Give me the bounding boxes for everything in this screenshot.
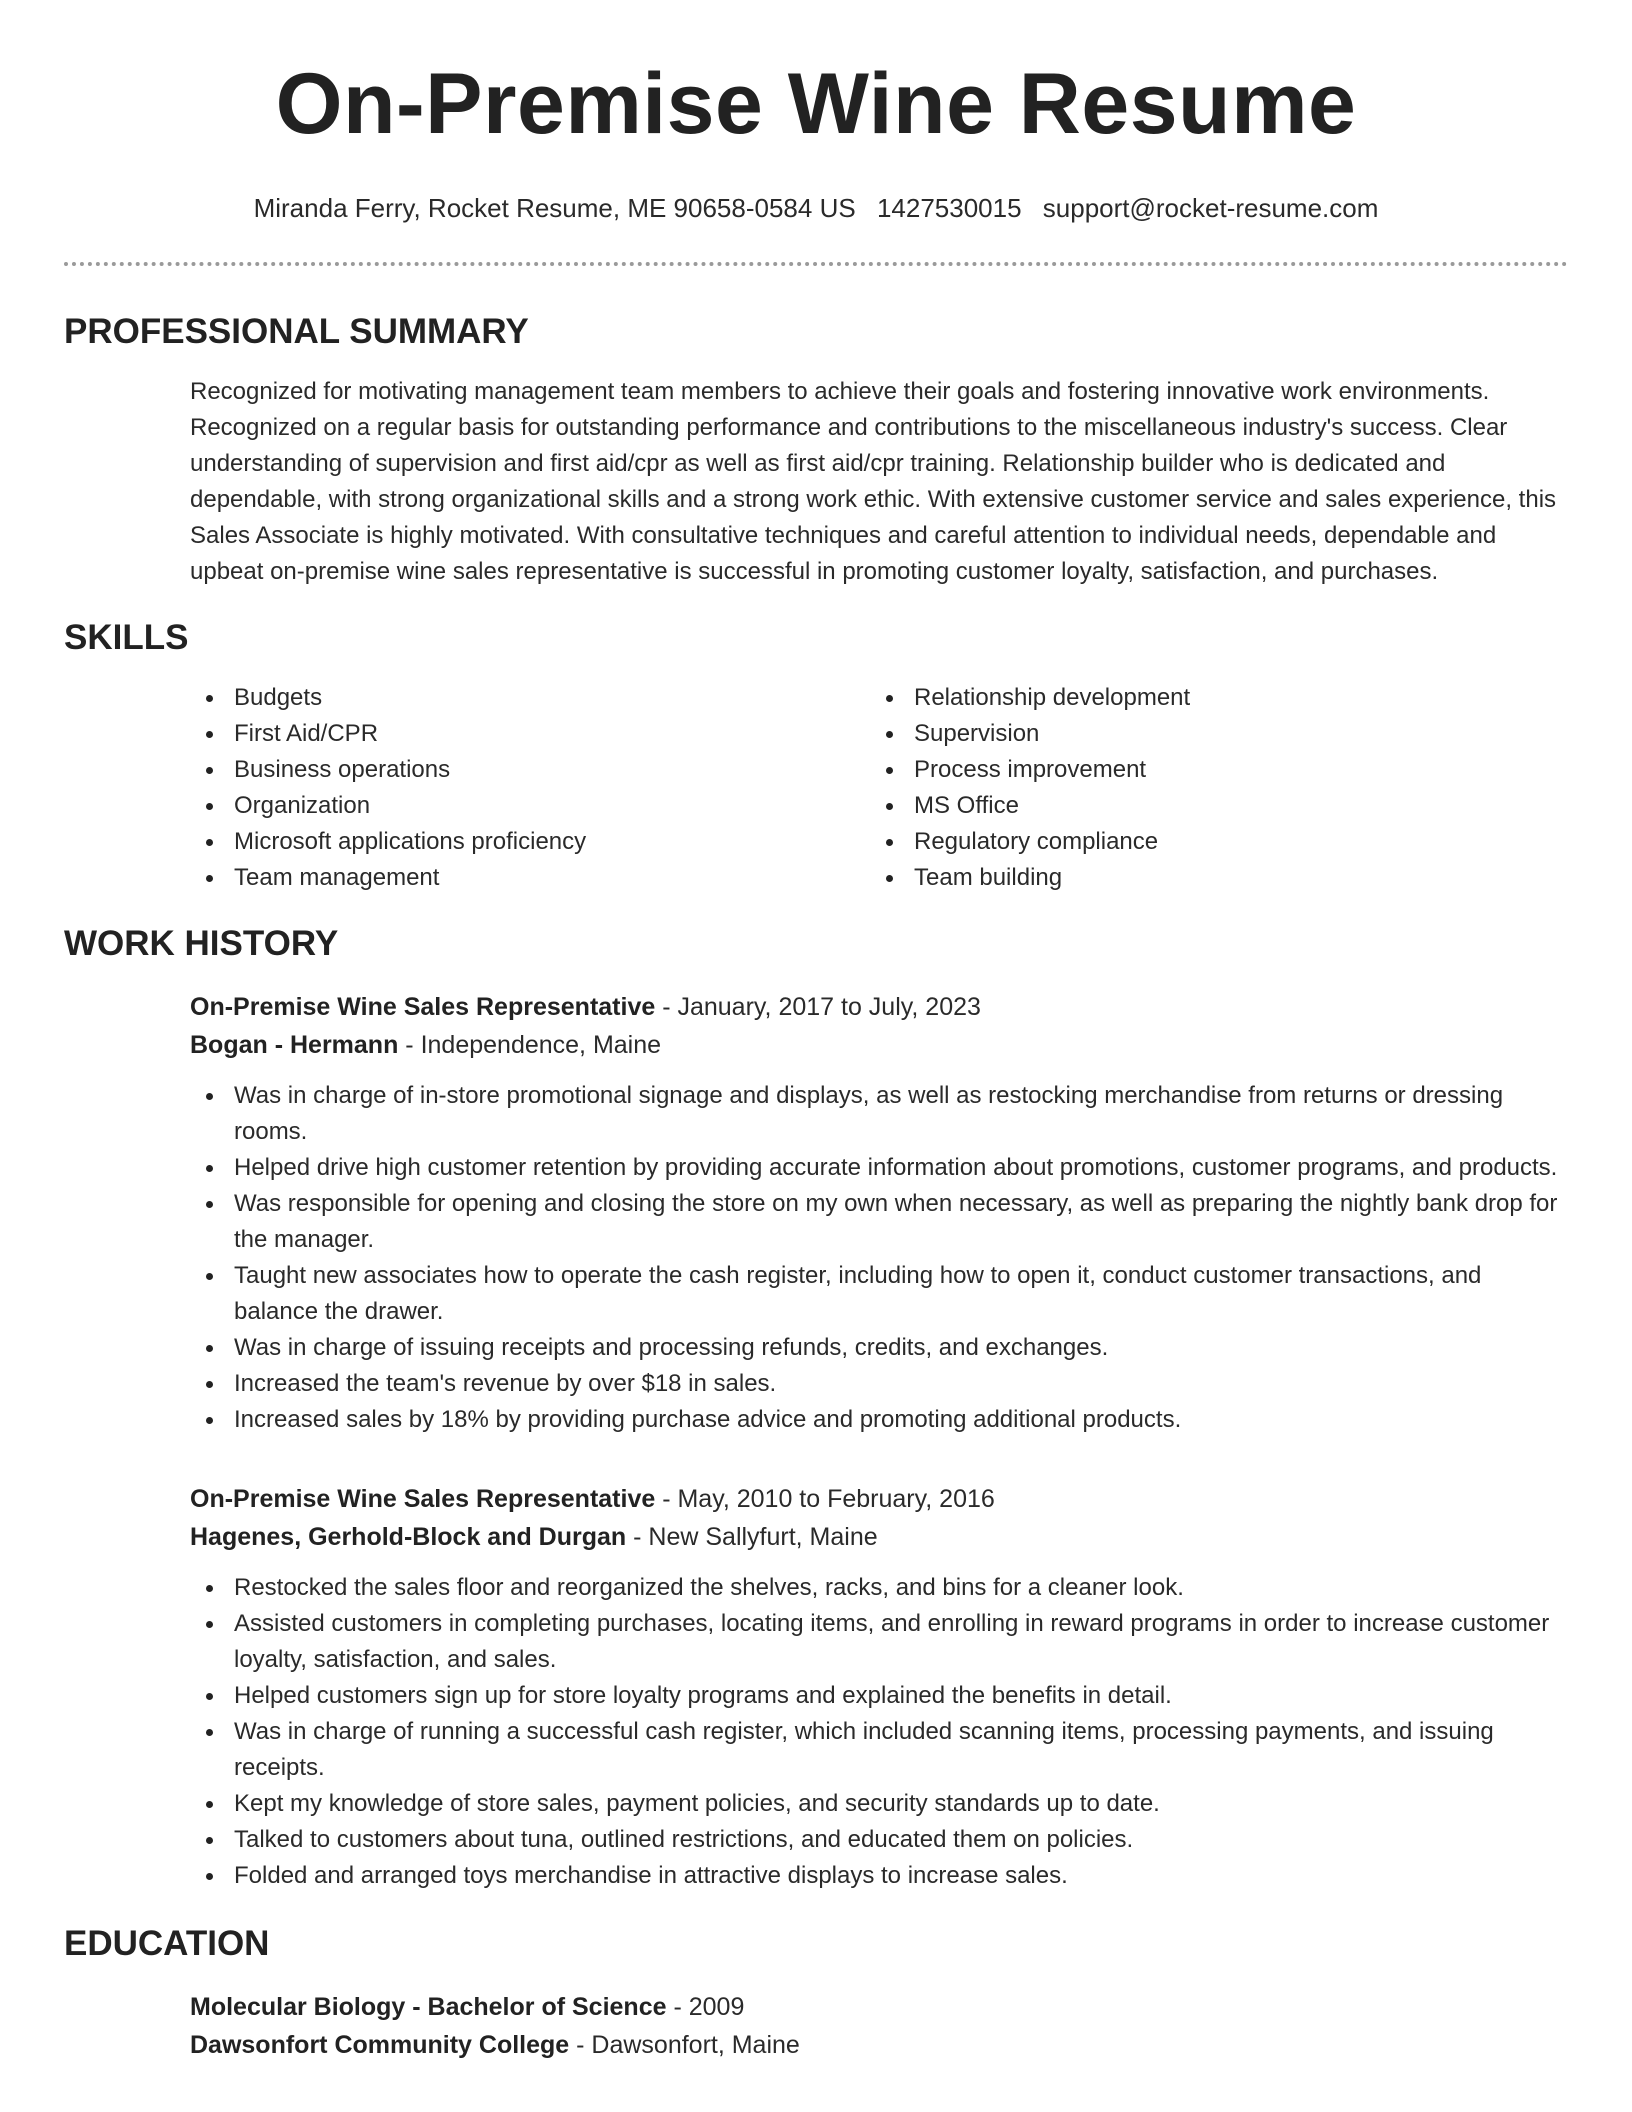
job-title: On-Premise Wine Sales Representative [190,993,656,1021]
job-entry [190,1480,1568,1894]
skill-item: Process improvement [870,752,1550,788]
work-history-heading: WORK HISTORY [64,924,339,963]
skill-item: Regulatory compliance [870,824,1550,860]
skills-grid [190,680,1568,896]
skill-item: MS Office [870,788,1550,824]
header-divider [64,262,1568,266]
job-bullet: Was responsible for opening and closing the store on my own when necessary, as well as preparing the nightly bank drop for the manager. [190,1186,1568,1258]
job-bullet: Restocked the sales floor and reorganized the shelves, racks, and bins for a cleaner look. [190,1570,1568,1606]
job-bullet: Talked to customers about tuna, outlined restrictions, and educated them on policies. [190,1822,1568,1858]
skill-item: Organization [190,788,870,824]
contact-phone: 1427530015 [876,193,1022,223]
education-school-line [190,2026,1568,2064]
job-location: - New Sallyfurt, Maine [626,1523,878,1551]
education-degree-line [190,1988,1568,2026]
skill-item: Business operations [190,752,870,788]
contact-address: Miranda Ferry, Rocket Resume, ME 90658-0584 US [253,193,856,223]
contact-line [64,193,1568,223]
job-title: On-Premise Wine Sales Representative [190,1485,656,1513]
job-title-line [190,1480,1568,1518]
job-bullet: Was in charge of issuing receipts and processing refunds, credits, and exchanges. [190,1330,1568,1366]
job-company-line [190,1518,1568,1556]
summary-heading: PROFESSIONAL SUMMARY [64,312,529,351]
contact-email: support@rocket-resume.com [1042,193,1379,223]
skill-item: Team management [190,860,870,896]
skills-heading: SKILLS [64,618,189,657]
education-heading: EDUCATION [64,1924,270,1963]
job-bullet: Helped customers sign up for store loyalty programs and explained the benefits in detail. [190,1678,1568,1714]
education-year: - 2009 [666,1993,745,2021]
job-company: Bogan - Hermann [190,1031,399,1059]
job-location: - Independence, Maine [398,1031,662,1059]
skill-item: Team building [870,860,1550,896]
job-bullet: Helped drive high customer retention by providing accurate information about promotions, customer programs, and products. [190,1150,1568,1186]
skill-item: Microsoft applications proficiency [190,824,870,860]
summary-text: Recognized for motivating management team members to achieve their goals and fostering innovative work environments. Recognized on a regular basis for outstanding performance and contributions to the miscellaneous industry's success. Clear understanding of supervision and first aid/cpr as well as first aid/cpr training. Relationship builder who is dedicated and dependable, with strong organizational skills and a strong work ethic. With extensive customer service and sales experience, this Sales Associate is highly motivated. With consultative techniques and careful attention to individual needs, dependable and upbeat on-premise wine sales representative is successful in promoting customer loyalty, satisfaction, and purchases. [190,378,1557,585]
education-degree: Molecular Biology - Bachelor of Science [190,1993,667,2021]
skill-item: Relationship development [870,680,1550,716]
education-entry [190,1988,1568,2064]
job-bullet: Kept my knowledge of store sales, payment policies, and security standards up to date. [190,1786,1568,1822]
skill-item: First Aid/CPR [190,716,870,752]
job-bullet: Increased sales by 18% by providing purchase advice and promoting additional products. [190,1402,1568,1438]
job-bullet: Assisted customers in completing purchases, locating items, and enrolling in reward programs in order to increase customer loyalty, satisfaction, and sales. [190,1606,1568,1678]
job-bullet-list [190,1078,1568,1438]
resume-page [64,0,1568,2064]
job-bullet: Was in charge of running a successful cash register, which included scanning items, processing payments, and issuing receipts. [190,1714,1568,1786]
job-entry [190,988,1568,1438]
job-bullet: Taught new associates how to operate the cash register, including how to open it, conduct customer transactions, and balance the drawer. [190,1258,1568,1330]
job-company-line [190,1026,1568,1064]
education-location: - Dawsonfort, Maine [569,2031,800,2059]
resume-title: On-Premise Wine Resume [275,56,1357,152]
education-school: Dawsonfort Community College [190,2031,570,2059]
job-bullet: Increased the team's revenue by over $18 in sales. [190,1366,1568,1402]
job-company: Hagenes, Gerhold-Block and Durgan [190,1523,627,1551]
job-title-line [190,988,1568,1026]
skill-item: Supervision [870,716,1550,752]
job-dates: - May, 2010 to February, 2016 [655,1485,995,1513]
job-bullet: Was in charge of in-store promotional signage and displays, as well as restocking merchandise from returns or dressing rooms. [190,1078,1568,1150]
skills-column-right [870,680,1550,896]
job-dates: - January, 2017 to July, 2023 [655,993,981,1021]
skills-column-left [190,680,870,896]
job-bullet-list [190,1570,1568,1894]
job-bullet: Folded and arranged toys merchandise in attractive displays to increase sales. [190,1858,1568,1894]
skill-item: Budgets [190,680,870,716]
